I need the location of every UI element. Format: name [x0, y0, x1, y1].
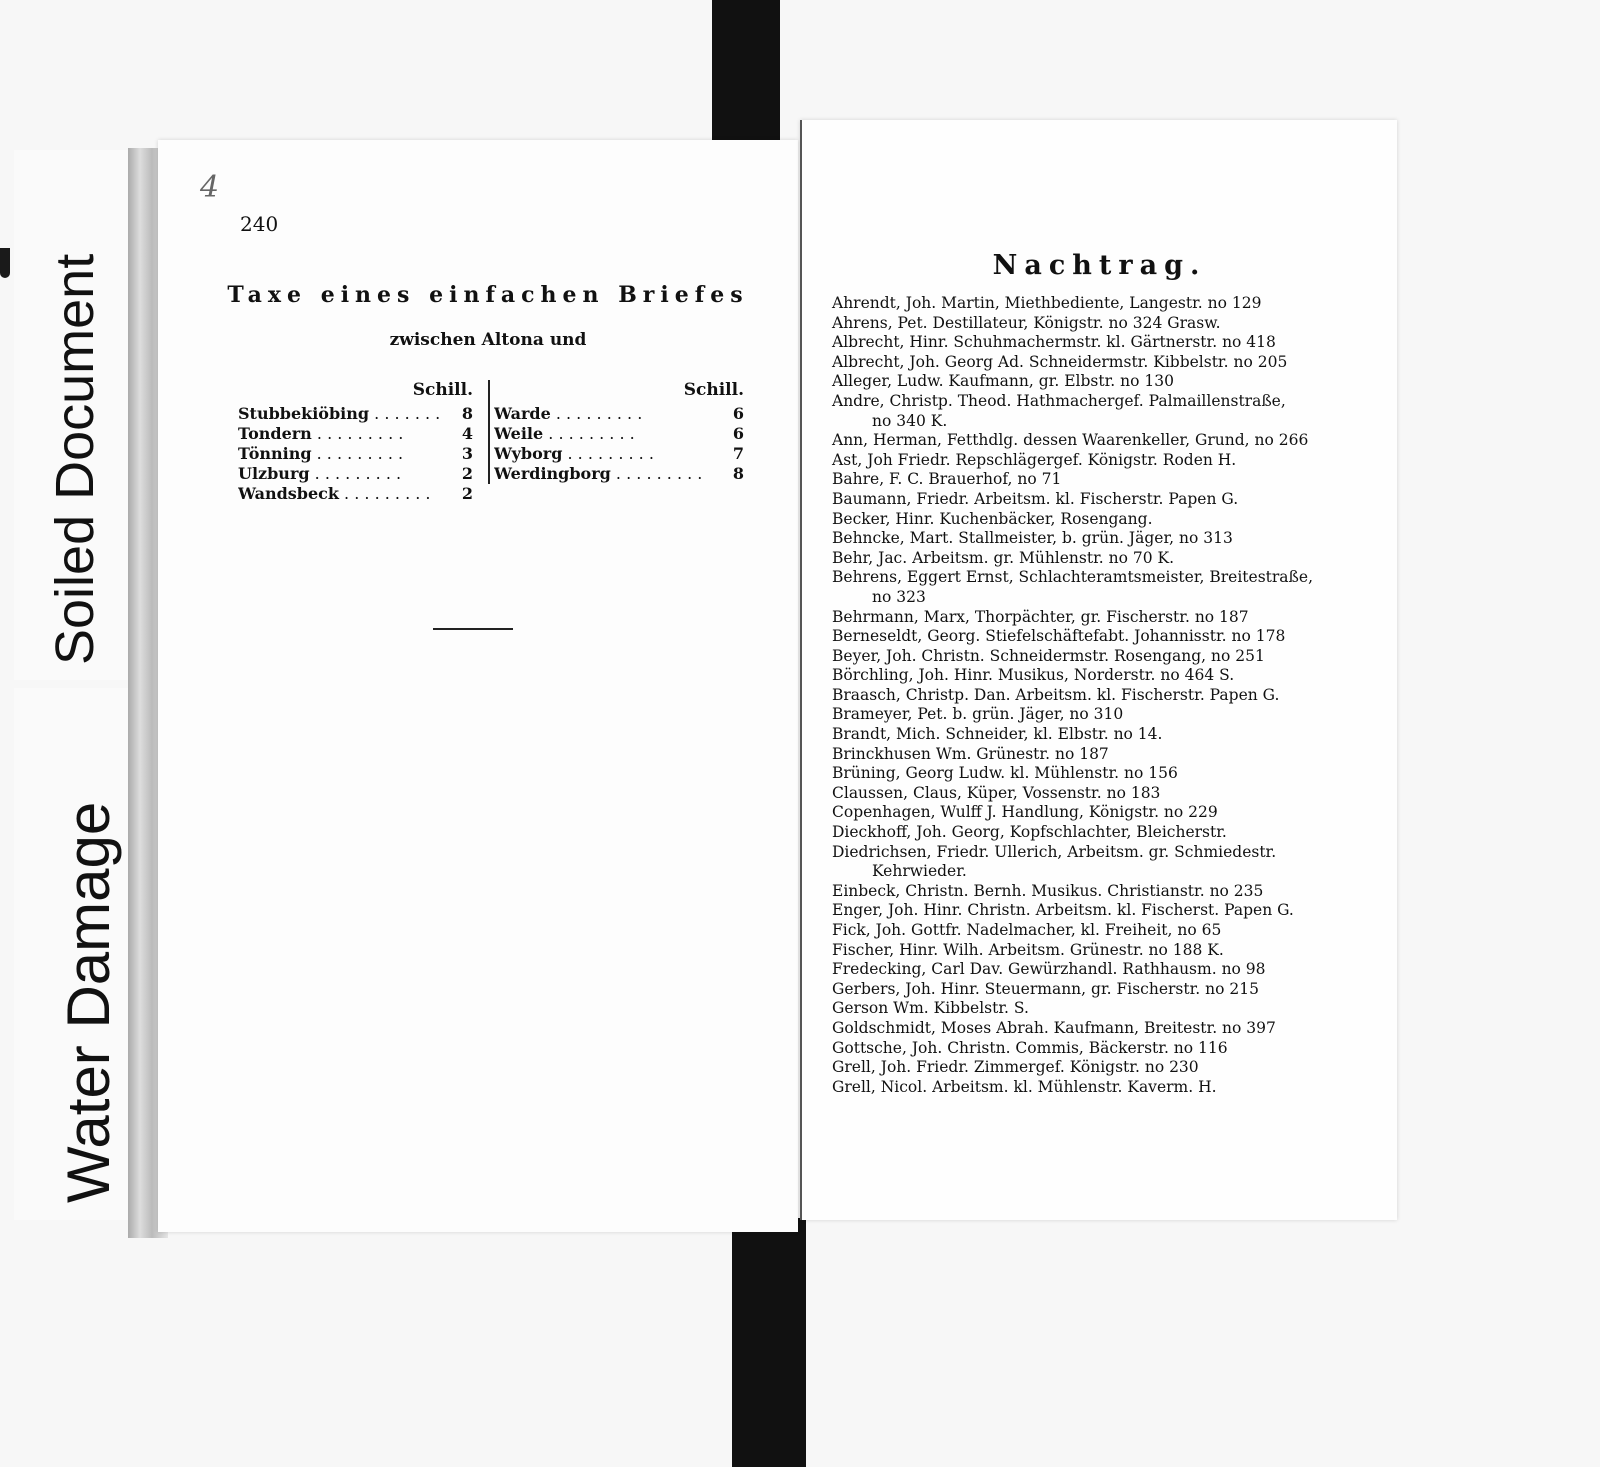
directory-entry: Einbeck, Christn. Bernh. Musikus. Christianstr. no 235 — [832, 881, 1264, 900]
rate-row — [494, 404, 744, 424]
directory-entry: Ann, Herman, Fetthdlg. dessen Waarenkeller, Grund, no 266 — [832, 431, 1309, 450]
directory-entry: Claussen, Claus, Küper, Vossenstr. no 183 — [832, 783, 1161, 802]
place-name: Warde . . — [494, 404, 716, 424]
directory-entry: Alleger, Ludw. Kaufmann, gr. Elbstr. no 130 — [832, 372, 1174, 391]
soiled-document-label: Soiled Document — [45, 253, 105, 665]
left-page — [158, 140, 798, 1232]
supplement-heading: Nachtrag. — [992, 250, 1207, 281]
column-header: Schill. — [683, 380, 744, 400]
directory-entry: Gerson Wm. Kibbelstr. S. — [832, 999, 1029, 1018]
directory-entry: Brüning, Georg Ludw. kl. Mühlenstr. no 156 — [832, 764, 1178, 783]
directory-entry: Brandt, Mich. Schneider, kl. Elbstr. no 14. — [832, 725, 1163, 744]
directory-entry: Brinckhusen Wm. Grünestr. no 187 — [832, 744, 1109, 763]
directory-entry: Behrens, Eggert Ernst, Schlachteramtsmeister, Breitestraße, — [832, 568, 1313, 587]
rate-row — [494, 444, 744, 464]
directory-entry: Brameyer, Pet. b. grün. Jäger, no 310 — [832, 705, 1124, 724]
rate-column-left — [238, 380, 473, 504]
directory-entry: Albrecht, Joh. Georg Ad. Schneidermstr. Kibbelstr. no 205 — [832, 352, 1288, 371]
directory-entry: Behrmann, Marx, Thorpächter, gr. Fischerstr. no 187 — [832, 607, 1249, 626]
directory-entry: Copenhagen, Wulff J. Handlung, Königstr. no 229 — [832, 803, 1218, 822]
rate-row — [238, 484, 473, 504]
directory-entry: Gerbers, Joh. Hinr. Steuermann, gr. Fischerstr. no 215 — [832, 979, 1259, 998]
place-name: Ulzburg . . — [238, 464, 445, 484]
rate-value: 8 — [461, 404, 473, 423]
directory-entry: Ahrendt, Joh. Martin, Miethbediente, Langestr. no 129 — [832, 294, 1262, 312]
directory-entry: Börchling, Joh. Hinr. Musikus, Norderstr. no 464 S. — [832, 666, 1235, 685]
directory-entry: Ast, Joh Friedr. Repschlägergef. Königstr. Roden H. — [832, 450, 1237, 469]
directory-entry: Fischer, Hinr. Wilh. Arbeitsm. Grünestr. no 188 K. — [832, 940, 1224, 959]
rate-row — [238, 464, 473, 484]
rate-value: 8 — [732, 464, 744, 483]
directory-entry: Bahre, F. C. Brauerhof, no 71 — [832, 470, 1062, 489]
soiled-document-tab — [14, 150, 132, 680]
place-name: Werdingborg . . — [494, 464, 716, 484]
directory-entry: Gottsche, Joh. Christn. Commis, Bäckerstr. no 116 — [832, 1038, 1228, 1057]
directory-entry: Fredecking, Carl Dav. Gewürzhandl. Rathhausm. no 98 — [832, 960, 1266, 979]
directory-entry: Braasch, Christp. Dan. Arbeitsm. kl. Fischerstr. Papen G. — [832, 685, 1280, 704]
directory-entry-continuation: no 340 K. — [872, 411, 948, 430]
page-end-rule — [433, 628, 513, 630]
directory-entry: Dieckhoff, Joh. Georg, Kopfschlachter, Bleicherstr. — [832, 823, 1227, 842]
rate-row — [494, 464, 744, 484]
rate-column-right — [488, 380, 744, 484]
directory-entry: Ahrens, Pet. Destillateur, Königstr. no 324 Grasw. — [832, 313, 1221, 332]
page-number: 240 — [240, 212, 279, 236]
directory-entry: Albrecht, Hinr. Schuhmachermstr. kl. Gärtnerstr. no 418 — [832, 333, 1276, 352]
right-page — [800, 120, 1397, 1220]
rate-row — [238, 424, 473, 444]
rate-value: 3 — [461, 444, 473, 463]
directory-entry: Behr, Jac. Arbeitsm. gr. Mühlenstr. no 70 K. — [832, 548, 1175, 567]
rate-value: 6 — [732, 404, 744, 423]
directory-entries — [832, 294, 1387, 1097]
directory-entry-continuation: Kehrwieder. — [872, 862, 967, 881]
directory-entry: Enger, Joh. Hinr. Christn. Arbeitsm. kl. Fischerst. Papen G. — [832, 901, 1294, 920]
place-name: Tönning . . — [238, 444, 445, 464]
binding-strip-top — [712, 0, 780, 144]
directory-entry: Behncke, Mart. Stallmeister, b. grün. Jäger, no 313 — [832, 529, 1233, 548]
directory-entry: Fick, Joh. Gottfr. Nadelmacher, kl. Freiheit, no 65 — [832, 921, 1222, 939]
directory-entry: Andre, Christp. Theod. Hathmachergef. Palmaillenstraße, — [832, 391, 1286, 410]
pencil-mark: 4 — [200, 170, 220, 205]
rate-value: 7 — [732, 444, 744, 463]
directory-entry: Berneseldt, Georg. Stiefelschäftefabt. Johannisstr. no 178 — [832, 627, 1286, 646]
directory-entry: Grell, Nicol. Arbeitsm. kl. Mühlenstr. Kaverm. H. — [832, 1077, 1217, 1096]
place-name: Wyborg . . — [494, 444, 716, 464]
column-header: Schill. — [412, 380, 473, 400]
rate-value: 4 — [461, 424, 473, 443]
rate-row — [238, 444, 473, 464]
rate-value: 6 — [732, 424, 744, 443]
rate-table-subtitle: zwischen Altona und — [389, 330, 587, 350]
directory-entry: Diedrichsen, Friedr. Ullerich, Arbeitsm. gr. Schmiedestr. — [832, 842, 1277, 861]
directory-entry: Grell, Joh. Friedr. Zimmergef. Königstr. no 230 — [832, 1058, 1199, 1077]
binding-strip-bottom — [732, 1218, 806, 1467]
place-name: Tondern . . — [238, 424, 445, 444]
place-name: Wandsbeck . . — [238, 484, 445, 504]
directory-entry: Baumann, Friedr. Arbeitsm. kl. Fischerstr. Papen G. — [832, 489, 1239, 508]
rate-value: 2 — [461, 464, 473, 483]
rate-value: 2 — [461, 484, 473, 503]
directory-entry: Becker, Hinr. Kuchenbäcker, Rosengang. — [832, 509, 1153, 528]
rate-table-title: Taxe eines einfachen Briefes — [227, 282, 749, 308]
rate-row — [238, 404, 473, 424]
place-name: Stubbekiöbing . . — [238, 404, 445, 424]
directory-entry: Goldschmidt, Moses Abrah. Kaufmann, Breitestr. no 397 — [832, 1018, 1276, 1037]
water-damage-label: Water Damage — [55, 801, 122, 1203]
rate-row — [494, 424, 744, 444]
directory-entry: Beyer, Joh. Christn. Schneidermstr. Rosengang, no 251 — [832, 646, 1265, 665]
place-name: Weile . . — [494, 424, 716, 444]
directory-entry-continuation: no 323 — [872, 587, 926, 606]
edge-mark — [0, 248, 10, 278]
